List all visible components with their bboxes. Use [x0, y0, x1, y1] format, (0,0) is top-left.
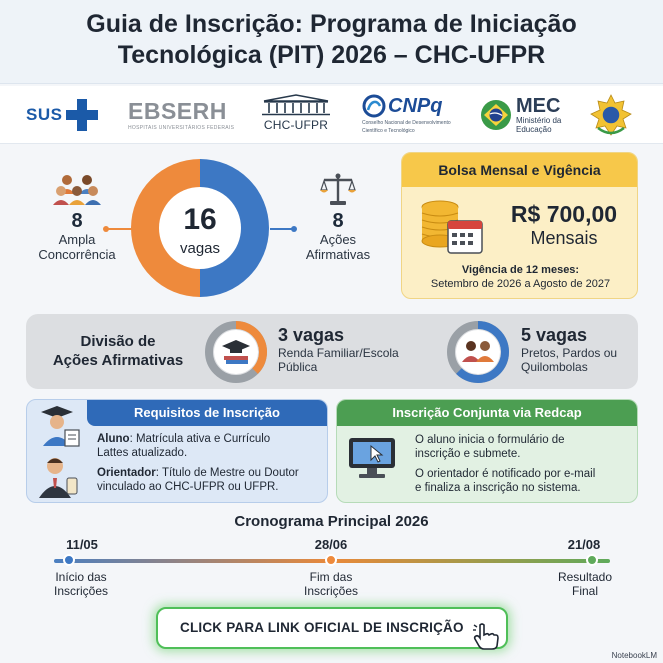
event-3-date: 21/08	[567, 537, 601, 552]
coins-calendar-icon	[418, 197, 486, 255]
renda-desc-2: Pública	[278, 360, 318, 374]
ampla-concorrencia-stat	[22, 172, 132, 262]
event-3-marker	[586, 554, 598, 566]
mec-logo-subtitle-1: Ministério da	[516, 116, 562, 125]
redcap-card	[336, 399, 638, 503]
redcap-step-1-line2: inscrição e submete.	[415, 448, 521, 460]
justice-scale-icon	[320, 172, 356, 206]
renda-ring-chart	[204, 320, 268, 384]
ppq-vagas: 5 vagas	[521, 325, 588, 345]
coat-of-arms-logo	[590, 94, 632, 136]
page-title-line2: Tecnológica (PIT) 2026 – CHC-UFPR	[117, 41, 546, 69]
redcap-header: Inscrição Conjunta via Redcap	[337, 400, 637, 426]
aluno-label: Aluno	[97, 433, 130, 445]
advisor-icon	[37, 454, 81, 498]
bolsa-header: Bolsa Mensal e Vigência	[402, 153, 637, 187]
requisitos-header: Requisitos de Inscrição	[87, 400, 327, 426]
header	[0, 0, 663, 84]
orientador-label: Orientador	[97, 467, 156, 479]
logo-bar	[0, 86, 663, 144]
redcap-step-1-line1: O aluno inicia o formulário de	[415, 434, 565, 446]
notebooklm-watermark	[612, 651, 657, 660]
computer-cursor-icon	[347, 436, 397, 480]
event-1-label-2: Inscrições	[53, 584, 109, 598]
chc-ufpr-logo	[260, 94, 332, 136]
bolsa-value: R$ 700,00	[510, 201, 618, 227]
sus-logo-text: SUS	[26, 105, 63, 124]
ppq-desc-1: Pretos, Pardos ou	[521, 346, 618, 360]
redcap-step-2-line1: O orientador é notificado por e-mail	[415, 468, 596, 480]
ppq-desc-2: Quilombolas	[521, 360, 588, 374]
requisitos-body	[97, 432, 323, 500]
bolsa-price	[494, 201, 634, 249]
ppq-group	[521, 325, 617, 374]
brazil-flag-icon	[480, 99, 512, 131]
ebserh-logo	[128, 94, 234, 136]
vigencia-range: Setembro de 2026 a Agosto de 2027	[430, 278, 611, 290]
event-1-label	[36, 570, 126, 598]
bolsa-vigencia	[402, 263, 638, 291]
divisao-label	[32, 332, 204, 370]
redcap-body	[415, 433, 633, 501]
cnpq-logo-subtitle-2: Científico e Tecnológico	[362, 128, 415, 134]
divisao-acoes-afirmativas	[26, 314, 638, 389]
acoes-label-1: Ações	[319, 232, 357, 247]
redcap-step-2	[415, 467, 633, 495]
vagas-donut-chart	[130, 158, 270, 298]
event-3-label-1: Resultado	[557, 570, 613, 584]
acoes-afirmativas-stat	[288, 172, 388, 262]
vagas-total: 16	[183, 203, 217, 236]
page-title	[0, 9, 663, 71]
ppq-ring-chart	[446, 320, 510, 384]
coat-of-arms-icon	[590, 94, 632, 136]
mec-logo	[480, 94, 561, 136]
ampla-count: 8	[71, 210, 83, 232]
sus-logo	[26, 94, 98, 136]
acoes-count: 8	[332, 210, 344, 232]
event-2-label-2: Inscrições	[303, 584, 359, 598]
ampla-label-2: Concorrência	[38, 247, 116, 262]
cronograma-title: Cronograma Principal 2026	[234, 513, 429, 530]
page-title-line1: Guia de Inscrição: Programa de Iniciação	[86, 10, 577, 38]
official-link-label: CLICK PARA LINK OFICIAL DE INSCRIÇÃO	[180, 620, 464, 635]
event-2-date: 28/06	[314, 537, 348, 552]
ampla-connector-dot	[103, 226, 109, 232]
aluno-text-2: Lattes atualizado.	[97, 447, 188, 459]
event-1-label-1: Início das	[55, 570, 107, 584]
event-1-date: 11/05	[66, 537, 98, 552]
redcap-step-1	[415, 433, 633, 461]
orientador-text-2: vinculado ao CHC-UFPR ou UFPR.	[97, 481, 279, 493]
mec-logo-text: MEC	[516, 95, 561, 117]
mec-logo-subtitle-2: Educação	[516, 125, 552, 134]
cnpq-logo-subtitle-1: Conselho Nacional de Desenvolvimento	[362, 120, 451, 126]
chc-ufpr-logo-text: CHC-UFPR	[263, 118, 329, 132]
cnpq-logo-text: CNPq	[388, 94, 443, 117]
requisitos-card	[26, 399, 328, 503]
event-2-label-1: Fim das	[309, 570, 353, 584]
official-link-button[interactable]	[156, 607, 508, 649]
vagas-summary	[26, 150, 388, 300]
brand-text: NotebookLM	[611, 651, 657, 660]
building-icon	[260, 94, 332, 116]
acoes-label-2: Afirmativas	[305, 247, 371, 262]
vigencia-title: Vigência de 12 meses:	[461, 264, 580, 276]
ampla-label-1: Ampla	[58, 232, 96, 247]
event-2-label	[286, 570, 376, 598]
people-group-icon	[51, 172, 103, 206]
cnpq-logo	[362, 94, 451, 136]
bolsa-card	[401, 152, 638, 299]
pointer-hand-icon	[472, 621, 502, 651]
requisito-orientador	[97, 466, 323, 494]
student-graduate-icon	[37, 404, 81, 448]
event-3-label	[540, 570, 630, 598]
renda-group	[278, 325, 399, 374]
cnpq-mark-icon	[362, 94, 386, 118]
requisito-aluno	[97, 432, 323, 460]
aluno-text-1: : Matrícula ativa e Currículo	[129, 433, 271, 445]
ebserh-logo-text: EBSERH	[128, 97, 227, 124]
ebserh-logo-subtitle: HOSPITAIS UNIVERSITÁRIOS FEDERAIS	[128, 124, 235, 131]
orientador-text-1: : Título de Mestre ou Doutor	[155, 467, 299, 479]
divisao-label-2: Ações Afirmativas	[52, 352, 184, 369]
event-2-marker	[325, 554, 337, 566]
bolsa-period: Mensais	[530, 228, 598, 248]
redcap-step-2-line2: e finaliza a inscrição no sistema.	[415, 482, 581, 494]
event-3-label-2: Final	[571, 584, 598, 598]
renda-vagas: 3 vagas	[278, 325, 345, 345]
cross-icon	[66, 99, 98, 131]
vagas-total-label: vagas	[179, 240, 221, 257]
renda-desc-1: Renda Familiar/Escola	[278, 346, 399, 360]
event-1-marker	[63, 554, 75, 566]
divisao-label-1: Divisão de	[80, 333, 156, 350]
